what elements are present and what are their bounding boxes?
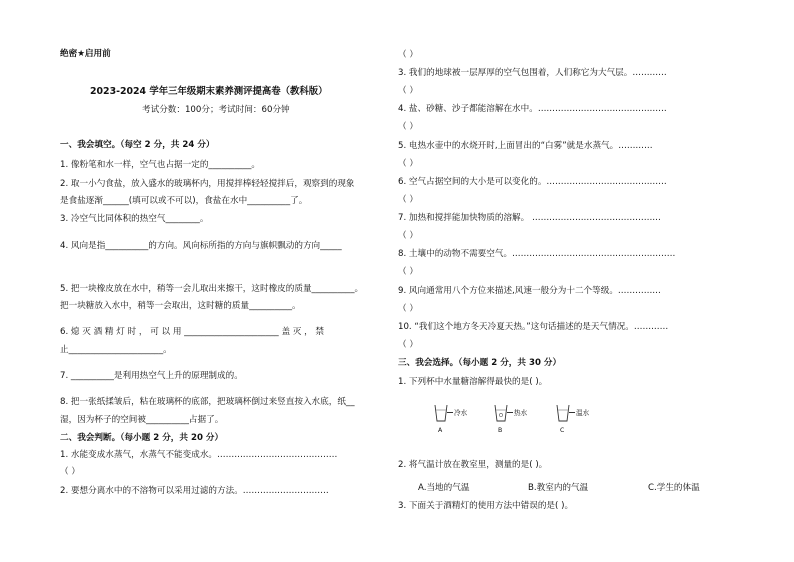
s1-q5b: 把一块糖放入水中，稍等一会取出，这时糖的质量__________。 (60, 301, 301, 311)
s1-q1: 1. 像粉笔和水一样，空气也占据一定的__________。 (60, 160, 260, 170)
s2-q8-paren: （ ） (398, 267, 418, 277)
s1-q2a: 2. 取一小勺食盐，放入盛水的玻璃杯内，用搅拌棒轻轻搅拌后，观察到的现象 (60, 179, 355, 189)
s2-q4: 4. 盐、砂糖、沙子都能溶解在水中。……………………………………… (398, 104, 667, 114)
cup-letter: A (438, 427, 443, 434)
s2-q7: 7. 加热和搅拌能加快物质的溶解。 ……………………………………… (398, 213, 661, 223)
s3-q2-option-a: A.当地的气温 (418, 483, 470, 493)
s1-q6b: 止______________________。 (60, 345, 172, 355)
s1-q3: 3. 冷空气比同体积的热空气________。 (60, 214, 209, 224)
s1-q4: 4. 风向是指__________的方向。风向标所指的方向与旗帜飘动的方向_____ (60, 241, 342, 251)
s2-q9: 9. 风向通常用八个方位来描述,风速一般分为十二个等级。…………… (398, 286, 661, 296)
exam-meta: 考试分数：100分；考试时间：60分钟 (142, 105, 290, 115)
s3-q1: 1. 下列杯中水量糖溶解得最快的是( )。 (398, 377, 548, 387)
section3-heading: 三、我会选择。（每小题 2 分，共 30 分） (398, 358, 562, 368)
s1-q8b: 湿，因为杯子的空间被__________占据了。 (60, 415, 224, 425)
s2-q1-paren: （ ） (60, 467, 80, 477)
s3-q2-option-c: C.学生的体温 (648, 483, 700, 493)
s2-q5-paren: （ ） (398, 159, 418, 169)
s2-q8: 8. 土壤中的动物不需要空气。………………………………………………… (398, 249, 676, 259)
secret-label: 绝密★启用前 (60, 49, 111, 59)
cup-icon (556, 404, 570, 422)
cup-label: 冷水 (454, 409, 468, 417)
s2-q6-paren: （ ） (398, 195, 418, 205)
s3-q2: 2. 将气温计放在教室里，测量的是( )。 (398, 460, 548, 470)
cup-a (434, 404, 480, 448)
s2-q3-paren: （ ） (398, 86, 418, 96)
page-title: 2023-2024 学年三年级期末素养测评提高卷（教科版） (90, 86, 328, 97)
cup-letter: C (560, 427, 565, 434)
s2-q10: 10. “我们这个地方冬天冷夏天热。”这句话描述的是天气情况。………… (398, 322, 669, 332)
s2-q4-paren: （ ） (398, 122, 418, 132)
s2-q9-paren: （ ） (398, 304, 418, 314)
s2-q1: 1. 水能变成水蒸气，水蒸气不能变成水。…………………………………… (60, 450, 338, 460)
s2-q2: 2. 要想分离水中的不溶物可以采用过滤的方法。………………………… (60, 486, 329, 496)
cup-c (556, 404, 602, 448)
cup-icon (434, 404, 448, 422)
s3-q2-option-b: B.教室内的气温 (528, 483, 589, 493)
s2-q10-paren: （ ） (398, 340, 418, 350)
s1-q6a: 6. 熄 灭 酒 精 灯 时 ， 可 以 用 ______________________ 盖 灭 ， 禁 (60, 327, 325, 337)
s1-q2b: 是食盐逐渐______(填可以或不可以)，食盐在水中__________了。 (60, 196, 308, 206)
s2-q7-paren: （ ） (398, 231, 418, 241)
s1-q8a: 8. 把一张纸揉皱后，粘在玻璃杯的底部，把玻璃杯倒过来竖直按入水底，纸__ (60, 397, 355, 407)
s1-q5a: 5. 把一块橡皮放在水中，稍等一会儿取出来擦干，这时橡皮的质量__________。 (60, 284, 364, 294)
cups-figure (434, 404, 614, 448)
cup-icon (494, 404, 508, 422)
cup-label: 温水 (576, 409, 590, 417)
s2-q2-paren: （ ） (398, 50, 418, 60)
s2-q5: 5. 电热水壶中的水烧开时,上面冒出的“白雾”就是水蒸气。………… (398, 141, 653, 151)
s2-q6: 6. 空气占据空间的大小是可以变化的。…………………………………… (398, 177, 667, 187)
s1-q7: 7. __________是利用热空气上升的原理制成的。 (60, 371, 243, 381)
cup-letter: B (498, 427, 503, 434)
section1-heading: 一、我会填空。（每空 2 分，共 24 分） (60, 140, 215, 150)
cup-b (494, 404, 540, 448)
cup-label: 热水 (514, 409, 528, 417)
s3-q3: 3. 下面关于酒精灯的使用方法中错误的是( )。 (398, 501, 574, 511)
s2-q3: 3. 我们的地球被一层厚厚的空气包围着，人们称它为大气层。………… (398, 68, 667, 78)
section2-heading: 二、我会判断。（每小题 2 分，共 20 分） (60, 433, 224, 443)
